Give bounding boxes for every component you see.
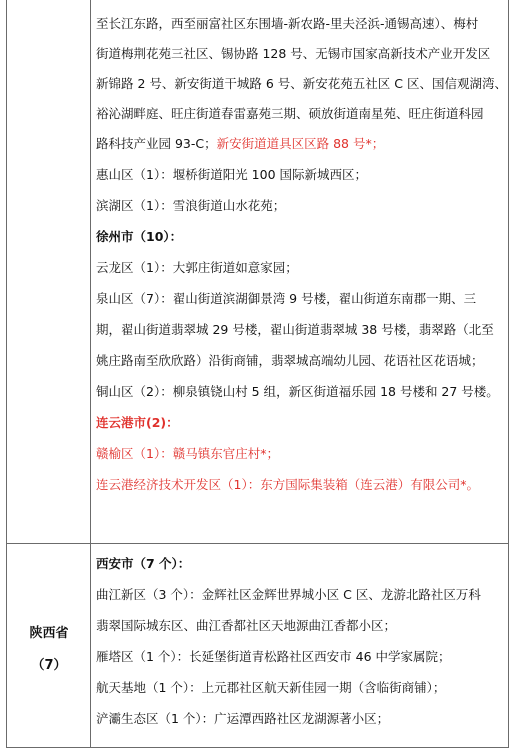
xuzhou-heading: 徐州市（10）： bbox=[96, 229, 183, 244]
huishan-line: 惠山区（1）：堰桥街道阳光 100 国际新城西区； bbox=[96, 167, 368, 182]
quanshan-line: 姚庄路南至欣欣路）沿街商铺，翡翠城高端幼儿园、花语社区花语城； bbox=[96, 353, 484, 368]
quanshan-line: 期，翟山街道翡翠城 29 号楼，翟山街道翡翠城 38 号楼，翡翠路（北至 bbox=[96, 322, 494, 337]
row-divider bbox=[7, 543, 508, 544]
lianyungang-econ-line: 连云港经济技术开发区（1）：东方国际集装箱（连云港）有限公司*。 bbox=[96, 477, 479, 492]
tongshan-line: 铜山区（2）：柳泉镇铙山村 5 组，新区街道福乐园 18 号楼和 27 号楼。 bbox=[96, 384, 499, 399]
xian-heading: 西安市（7 个）： bbox=[96, 556, 191, 571]
text-line: 裕沁湖畔庭、旺庄街道春雷嘉苑三期、硕放街道南星苑、旺庄街道科园 bbox=[96, 106, 484, 121]
province-name: 陕西省 bbox=[29, 626, 69, 641]
province-count: （7） bbox=[31, 658, 67, 673]
yunlong-line: 云龙区（1）：大郭庄街道如意家园； bbox=[96, 260, 298, 275]
ganyu-line: 赣榆区（1）：赣马镇东官庄村*； bbox=[96, 446, 279, 461]
hangtian-line: 航天基地（1 个）：上元郡社区航天新佳园一期（含临街商铺）； bbox=[96, 680, 446, 695]
yanta-line: 雁塔区（1 个）：长延堡街道青松路社区西安市 46 中学家属院； bbox=[96, 649, 451, 664]
text-black: 路科技产业园 93-C； bbox=[96, 136, 217, 151]
text-line-mixed bbox=[96, 136, 384, 152]
quanshan-line: 泉山区（7）：翟山街道滨湖御景湾 9 号楼，翟山街道东南郡一期、三 bbox=[96, 291, 477, 306]
text-line: 新锦路 2 号、新安街道干城路 6 号、新安花苑五社区 C 区、国信观湖湾、 bbox=[96, 76, 507, 91]
text-red: 新安街道道具区区路 88 号*； bbox=[216, 136, 385, 151]
chanba-line: 浐灞生态区（1 个）：广运潭西路社区龙湖源著小区； bbox=[96, 711, 390, 726]
binhu-line: 滨湖区（1）：雪浪街道山水花苑； bbox=[96, 198, 286, 213]
text-line: 至长江东路，西至丽富社区东围墙-新农路-里夫泾浜-通锡高速）、梅村 bbox=[96, 16, 479, 31]
qujiang-line: 翡翠国际城东区、曲江香都社区天地源曲江香都小区； bbox=[96, 618, 397, 633]
qujiang-line: 曲江新区（3 个）：金辉社区金辉世界城小区 C 区、龙游北路社区万科 bbox=[96, 587, 481, 602]
lianyungang-heading: 连云港市(2)： bbox=[96, 415, 179, 430]
text-line: 街道梅荆花苑三社区、锡协路 128 号、无锡市国家高新技术产业开发区 bbox=[96, 46, 491, 61]
